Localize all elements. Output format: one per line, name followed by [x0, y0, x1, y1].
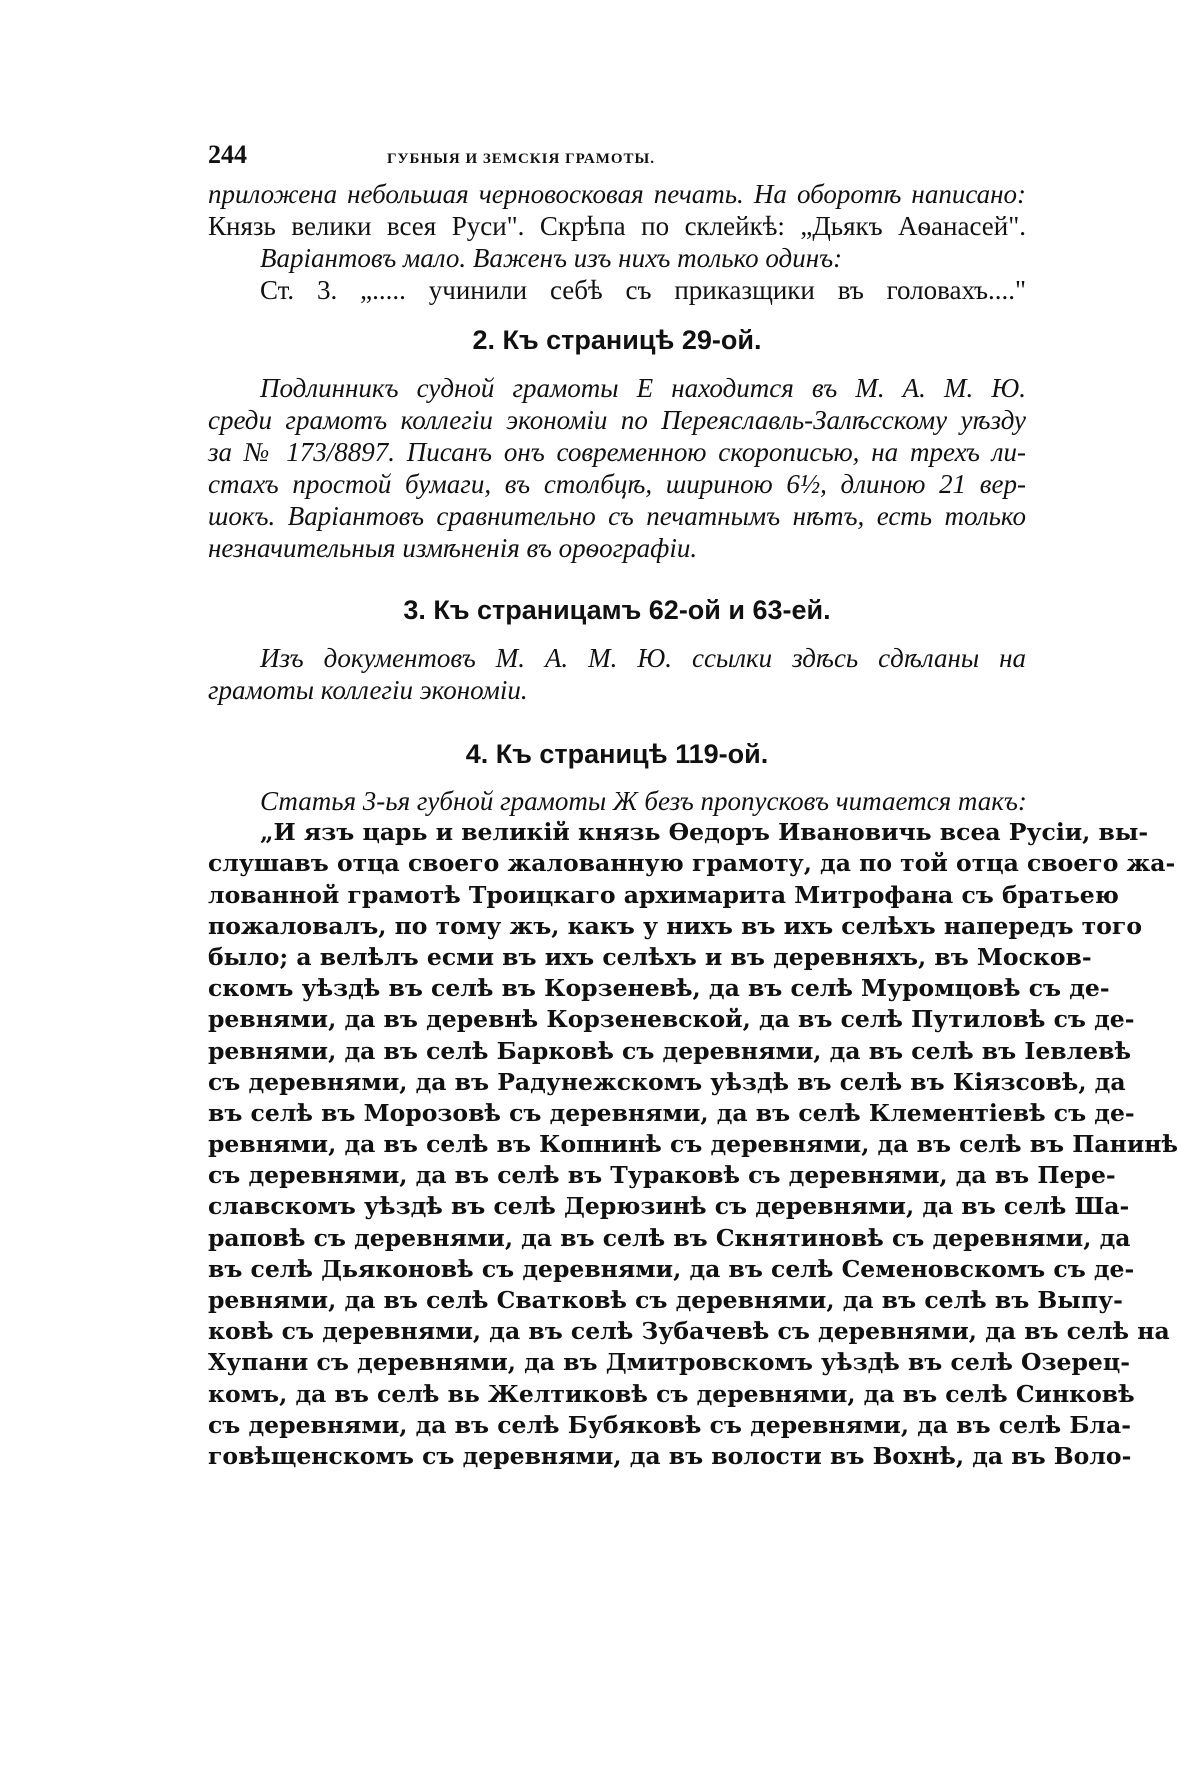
section-4-paragraph [208, 786, 1178, 1472]
section-heading-4: 4. Къ страницѣ 119-ой. [465, 739, 769, 769]
text-line: Ст. 3. „..... учинили себѣ съ приказщики въ головахъ...." [260, 275, 1026, 305]
section-2-paragraph [208, 372, 1026, 564]
text-line: лованной грамотѣ Троицкаго архимарита Митрофана съ братьею [208, 880, 1119, 909]
text-line: ревнями, да въ селѣ Сватковѣ съ деревнями, да въ селѣ въ Выпу- [208, 1286, 1123, 1314]
page-header [208, 140, 1026, 170]
text-line: Хупани съ деревнями, да въ Дмитровскомъ уѣздѣ въ селѣ Озерец- [208, 1348, 1130, 1377]
section-heading-2: 2. Къ страницѣ 29-ой. [472, 325, 762, 355]
running-title: ГУБНЫЯ И ЗЕМСКІЯ ГРАМОТЫ. [387, 151, 656, 167]
text-line: грамоты коллегіи экономіи. [208, 675, 528, 705]
text-line: пожаловалъ, по тому жъ, какъ у нихъ въ ихъ селѣхъ напередъ того [208, 911, 1142, 940]
text-line: комъ, да въ селѣ вь Желтиковѣ съ деревнями, да въ селѣ Синковѣ [208, 1379, 1135, 1408]
book-page [208, 140, 1178, 1472]
text-line: слушавъ отца своего жалованную грамоту, да по той отца своего жа- [208, 849, 1176, 878]
text-line: ревнями, да въ селѣ Барковѣ съ деревнями, да въ селѣ въ Іевлевѣ [208, 1036, 1131, 1065]
text-line: ковѣ съ деревнями, да въ селѣ Зубачевѣ съ деревнями, да въ селѣ на [208, 1317, 1170, 1346]
section-heading-3: 3. Къ страницамъ 62-ой и 63-ей. [403, 595, 831, 625]
text-line: съ деревнями, да въ селѣ Бубяковѣ съ деревнями, да въ селѣ Бла- [208, 1410, 1131, 1439]
text-line: славскомъ уѣздѣ въ селѣ Дерюзинѣ съ деревнями, да въ селѣ Ша- [208, 1192, 1130, 1221]
text-line: съ деревнями, да въ селѣ въ Тураковѣ съ деревнями, да въ Пере- [208, 1161, 1116, 1190]
text-line: раповѣ съ деревнями, да въ селѣ въ Скнятиновѣ съ деревнями, да [208, 1223, 1131, 1252]
text-line: ревнями, да въ деревнѣ Корзеневской, да въ селѣ Путиловѣ съ де- [208, 1005, 1135, 1034]
page-number: 244 [208, 140, 247, 169]
text-line: незначительныя измѣненія въ орѳографіи. [208, 533, 698, 563]
text-line: шокъ. Варіантовъ сравнительно съ печатнымъ нѣтъ, есть только [208, 501, 1026, 531]
text-line: говѣщенскомъ съ деревнями, да въ волости въ Вохнѣ, да въ Воло- [208, 1441, 1132, 1470]
text-line: было; а велѣлъ есми въ ихъ селѣхъ и въ деревняхъ, въ Москов- [208, 942, 1092, 971]
text-line: съ деревнями, да въ Радунежскомъ уѣздѣ въ селѣ въ Кіязсовѣ, да [208, 1067, 1126, 1096]
text-line: ревнями, да въ селѣ въ Копнинѣ съ деревнями, да въ селѣ въ Панинѣ [208, 1130, 1178, 1159]
text-line: стахъ простой бумаги, въ столбцѣ, шириною 6½, длиною 21 вер- [208, 469, 1026, 499]
text-line: Князь велики всея Руси". Скрѣпа по склейкѣ: „Дьякъ Аѳанасей". [208, 211, 1026, 241]
section-3-paragraph [208, 642, 1026, 706]
text-line: Статья 3-ья губной грамоты Ж безъ пропусковъ читается такъ: [260, 786, 1027, 816]
text-line: „И язъ царь и великій князь Ѳедоръ Ивановичь всеа Русіи, вы- [260, 818, 1149, 847]
text-line: Варіантовъ мало. Важенъ изъ нихъ только одинъ: [260, 243, 843, 273]
text-line: въ селѣ въ Морозовѣ съ деревнями, да въ селѣ Клементіевѣ съ де- [208, 1098, 1135, 1127]
text-line: за № 173/8897. Писанъ онъ современною скорописью, на трехъ ли- [208, 437, 1026, 467]
text-line: Подлинникъ судной грамоты Е находится въ М. А. М. Ю. [260, 373, 1026, 403]
text-line: приложена небольшая черновосковая печать. На оборотѣ написано: [208, 179, 1026, 209]
text-line: скомъ уѣздѣ въ селѣ въ Корзеневѣ, да въ селѣ Муромцовѣ съ де- [208, 974, 1110, 1003]
text-line: Изъ документовъ М. А. М. Ю. ссылки здѣсь сдѣланы на [260, 643, 1026, 673]
intro-paragraph [208, 178, 1026, 306]
text-line: въ селѣ Дьяконовѣ съ деревнями, да въ селѣ Семеновскомъ съ де- [208, 1254, 1135, 1283]
text-line: среди грамотъ коллегіи экономіи по Переяславль-Залѣсскому уѣзду [208, 405, 1026, 435]
